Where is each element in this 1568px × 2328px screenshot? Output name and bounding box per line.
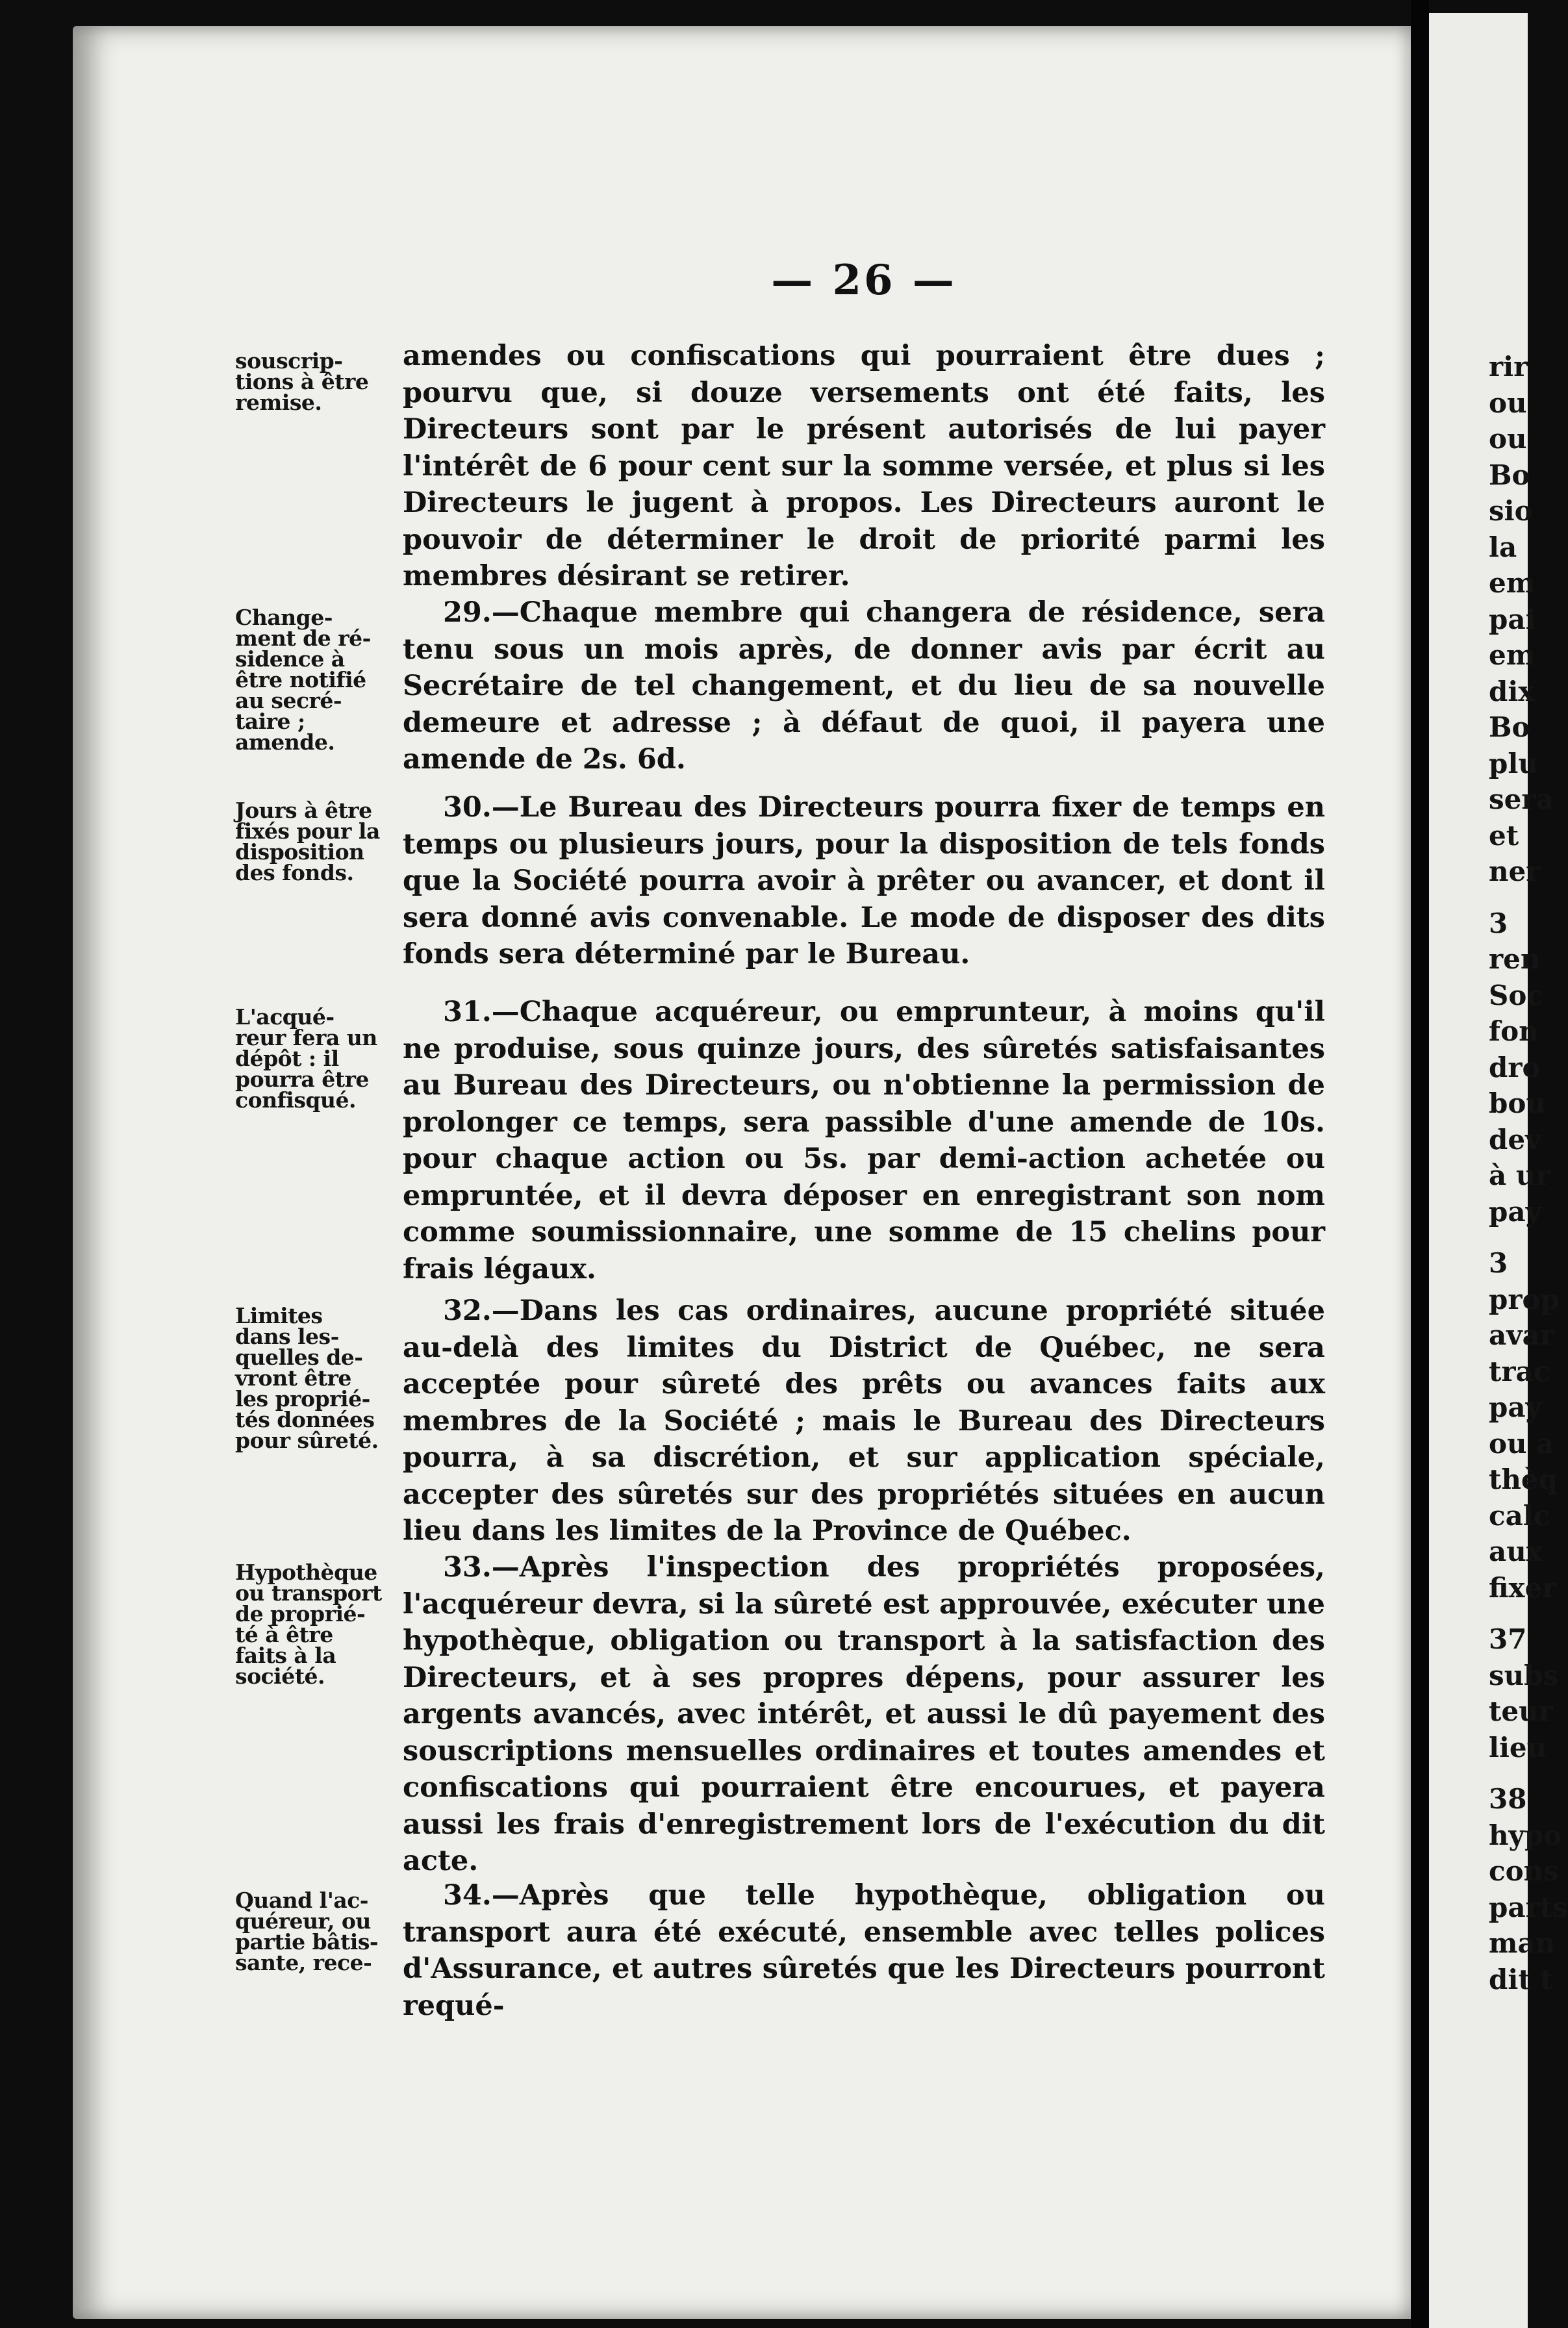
facing-page-line: sera [1489, 783, 1554, 815]
paragraph-33: 33.—Après l'inspection des propriétés proposées, l'acquéreur devra, si la sûreté est approuvée, exécuter une hypothèque, obligation ou transport à la satisfaction des Directeurs, et à ses propres dépens, pour assurer les argents avancés, avec intérêt, et aussi le dû payement des souscriptions mensuelles ordinaires et toutes amendes et confiscations qui pourraient être encourues, et payera aussi les frais d'enregistrement lors de l'exécution du dit acte. [403, 1551, 1325, 1877]
margin-note-hypotheque: Hypothèque ou transport de proprié- té à être faits à la société. [235, 1560, 382, 1689]
facing-page-line: dix [1489, 675, 1535, 707]
facing-page-line: dit t [1489, 1963, 1553, 1995]
facing-page-line: calc [1489, 1499, 1550, 1532]
facing-page-line: sio [1489, 495, 1533, 527]
facing-page-line: dro [1489, 1051, 1541, 1083]
facing-page-line: et [1489, 819, 1519, 852]
paragraph-34: 34.—Après que telle hypothèque, obligation ou transport aura été exécuté, ensemble avec telles polices d'Assurance, et autres sûretés que les Directeurs pourront requé- [403, 1879, 1325, 2022]
margin-note-acquereur-depot: L'acqué- reur fera un dépôt : il pourra être confisqué. [235, 1004, 377, 1113]
facing-page-line: thèq [1489, 1463, 1558, 1495]
facing-page-line: bou [1489, 1087, 1546, 1119]
facing-page-line: rir [1489, 351, 1528, 383]
facing-page-line: man [1489, 1927, 1556, 1959]
facing-page-line: Bo [1489, 711, 1530, 743]
facing-page-line: em [1489, 639, 1536, 671]
facing-page-line: ren [1489, 943, 1541, 975]
facing-page-line: hypo [1489, 1819, 1562, 1851]
facing-page-line: trac [1489, 1355, 1550, 1387]
paragraph-32: 32.—Dans les cas ordinaires, aucune propriété située au-delà des limites du District de Québec, ne sera acceptée pour sûreté des prêts ou avances faits aux membres de la Société ; mais le Bureau des Directeurs pourra, à sa discrétion, et sur application spéciale, accepter des sûretés sur des propriétés situées en aucun lieu dans les limites de la Province de Québec. [403, 1295, 1325, 1547]
facing-page-line: fon [1489, 1015, 1539, 1047]
paragraph-30: 30.—Le Bureau des Directeurs pourra fixer de temps en temps ou plusieurs jours, pour la disposition de tels fonds que la Société pourra avoir à prêter ou avancer, et dont il sera donné avis convenable. Le mode de disposer des dits fonds sera déterminé par le Bureau. [403, 791, 1325, 970]
facing-page-line: cons [1489, 1855, 1559, 1887]
facing-page-fragment [1429, 13, 1568, 2328]
paragraph-28-continued: amendes ou confiscations qui pourraient être dues ; pourvu que, si douze versements ont été faits, les Directeurs sont par le présent autorisés de lui payer l'intérêt de 6 pour cent sur la somme versée, et plus si les Directeurs le jugent à propos. Les Directeurs auront le pouvoir de déterminer le droit de priorité parmi les membres désirant se retirer. [403, 340, 1325, 592]
facing-page-line: prop [1489, 1283, 1560, 1315]
facing-page-line: la [1489, 531, 1517, 563]
facing-page-line: 3 [1489, 907, 1508, 939]
margin-note-jours-fixes: Jours à être fixés pour la disposition des fonds. [235, 798, 380, 885]
facing-page-line: 3 [1489, 1247, 1508, 1279]
margin-note-souscriptions: souscrip- tions à être remise. [235, 348, 369, 415]
facing-page-line: aux [1489, 1536, 1543, 1567]
book-gutter [1411, 0, 1429, 2328]
facing-page-line: parts [1489, 1891, 1568, 1923]
facing-page-line: subs [1489, 1659, 1559, 1691]
facing-page-line: pai [1489, 603, 1536, 635]
facing-page-line: ou [1489, 423, 1527, 455]
margin-note-quand-acquereur: Quand l'ac- quéreur, ou partie bâtis- sante, rece- [235, 1888, 379, 1975]
margin-note-limites: Limites dans les- quelles de- vront être les proprié- tés données pour sûreté. [235, 1303, 379, 1453]
page-number: — 26 — [771, 256, 957, 305]
facing-page-line: pay [1489, 1391, 1541, 1423]
margin-note-changement-residence: Change- ment de ré- sidence à être notifié au secré- taire ; amende. [235, 605, 371, 755]
facing-page-line: ou a [1489, 1427, 1554, 1460]
facing-page-line: plu [1489, 747, 1538, 779]
facing-page-line: dev [1489, 1123, 1541, 1156]
facing-page-line: fixer [1489, 1571, 1557, 1604]
paragraph-29: 29.—Chaque membre qui changera de résidence, sera tenu sous un mois après, de donner avis par écrit au Secrétaire de tel changement, et du lieu de sa nouvelle demeure et adresse ; à défaut de quoi, il payera une amende de 2s. 6d. [403, 596, 1325, 776]
facing-page-line: Soc [1489, 979, 1543, 1011]
paragraph-31: 31.—Chaque acquéreur, ou emprunteur, à moins qu'il ne produise, sous quinze jours, des sûretés satisfaisantes au Bureau des Directeurs, ou n'obtienne la permission de prolonger ce temps, sera passible d'une amende de 10s. pour chaque action ou 5s. par demi-action achetée ou empruntée, et il devra déposer en enregistrant son nom comme soumissionnaire, une somme de 15 chelins pour frais légaux. [403, 996, 1325, 1285]
facing-page-line: lieu [1489, 1731, 1547, 1764]
facing-page-line: à ur [1489, 1159, 1550, 1191]
facing-page-line: Bo [1489, 459, 1530, 491]
facing-page-line: pay [1489, 1195, 1541, 1228]
facing-page-line: teur [1489, 1695, 1553, 1727]
facing-page-line: em [1489, 567, 1536, 599]
facing-page-line: ou [1489, 386, 1527, 419]
facing-page-line: 38 [1489, 1783, 1527, 1815]
facing-page-line: 37 [1489, 1623, 1527, 1655]
facing-page-line: avar [1489, 1319, 1554, 1351]
facing-page-line: ner [1489, 855, 1541, 887]
